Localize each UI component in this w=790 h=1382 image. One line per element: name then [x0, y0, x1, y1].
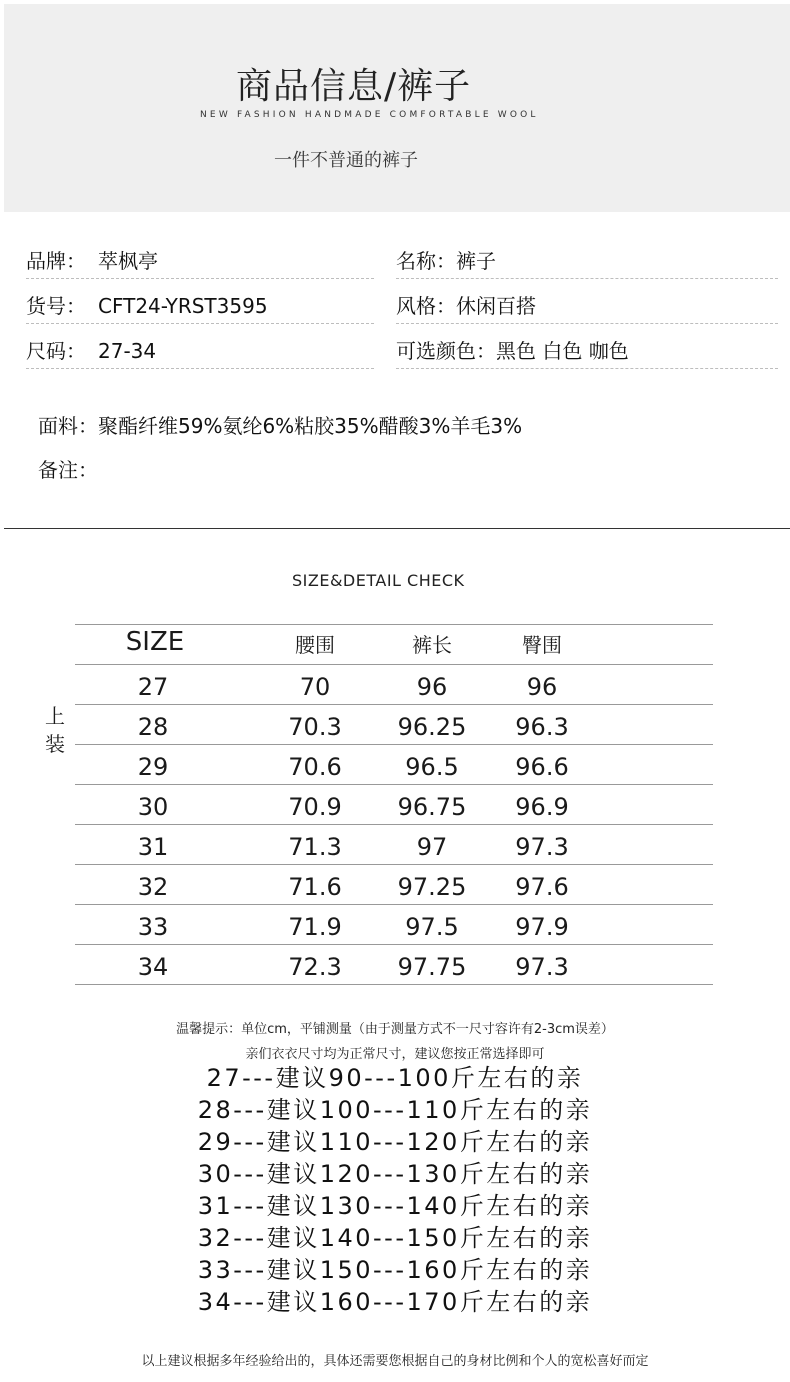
cell-size: 29	[137, 753, 169, 781]
cell-size: 28	[137, 713, 169, 741]
cell-waist: 72.3	[288, 953, 342, 981]
cell-hip: 97.6	[515, 873, 569, 901]
cell-length: 97.5	[405, 913, 459, 941]
size-section-heading: SIZE&DETAIL CHECK	[292, 571, 465, 590]
cell-waist: 70	[299, 673, 331, 701]
recommendation-line: 33---建议150---160斤左右的亲	[197, 1256, 593, 1284]
cell-size: 32	[137, 873, 169, 901]
table-row	[75, 785, 713, 825]
info-item-no	[26, 289, 374, 324]
colors-value: 黑色 白色 咖色	[496, 339, 629, 363]
cell-size: 31	[137, 833, 169, 861]
cell-waist: 70.3	[288, 713, 342, 741]
fabric-line: 面料：聚酯纤维59%氨纶6%粘胶35%醋酸3%羊毛3%	[38, 414, 523, 438]
size-advice: 亲们衣衣尺寸均为正常尺寸，建议您按正常选择即可	[245, 1047, 545, 1062]
cell-length: 97	[416, 833, 448, 861]
size-value: 27-34	[98, 339, 157, 363]
table-row	[75, 945, 713, 985]
info-name	[396, 244, 778, 279]
cell-waist: 70.6	[288, 753, 342, 781]
brand-value: 萃枫亭	[98, 249, 158, 273]
cell-size: 33	[137, 913, 169, 941]
section-divider	[4, 528, 790, 529]
recommendation-line: 29---建议110---120斤左右的亲	[197, 1128, 593, 1156]
table-row	[75, 905, 713, 945]
table-row	[75, 665, 713, 705]
cell-length: 96.25	[397, 713, 467, 741]
header-hip: 臀围	[522, 633, 562, 657]
measurement-tip: 温馨提示：单位cm，平铺测量（由于测量方式不一尺寸容许有2-3cm误差）	[176, 1022, 614, 1037]
recommendation-line: 32---建议140---150斤左右的亲	[197, 1224, 593, 1252]
cell-length: 96	[416, 673, 448, 701]
cell-hip: 96.6	[515, 753, 569, 781]
table-header-row	[75, 624, 713, 665]
name-label: 名称：	[396, 249, 456, 273]
header-length: 裤长	[412, 633, 452, 657]
cell-waist: 71.3	[288, 833, 342, 861]
item-no-label: 货号：	[26, 294, 86, 318]
cell-waist: 71.6	[288, 873, 342, 901]
size-label: 尺码：	[26, 339, 86, 363]
table-row	[75, 745, 713, 785]
name-value: 裤子	[456, 249, 496, 273]
recommendation-line: 31---建议130---140斤左右的亲	[197, 1192, 593, 1220]
cell-hip: 96	[526, 673, 558, 701]
recommendation-line: 30---建议120---130斤左右的亲	[197, 1160, 593, 1188]
info-size-range	[26, 334, 374, 369]
footer-note: 以上建议根据多年经验给出的，具体还需要您根据自己的身材比例和个人的宽松喜好而定	[141, 1354, 649, 1369]
page-title: 商品信息/裤子	[236, 66, 472, 107]
english-subtitle: NEW FASHION HANDMADE COMFORTABLE WOOL	[200, 110, 539, 120]
cell-size: 30	[137, 793, 169, 821]
header-size: SIZE	[125, 627, 185, 657]
side-label-char: 上	[45, 704, 65, 728]
style-value: 休闲百搭	[456, 294, 536, 318]
item-no-value: CFT24-YRST3595	[98, 294, 268, 318]
cell-length: 96.5	[405, 753, 459, 781]
cell-length: 96.75	[397, 793, 467, 821]
cell-hip: 97.3	[515, 953, 569, 981]
weight-recommendation-list	[0, 1062, 790, 1318]
cell-hip: 97.3	[515, 833, 569, 861]
header-banner	[4, 4, 790, 212]
recommendation-line: 34---建议160---170斤左右的亲	[197, 1288, 593, 1316]
info-brand	[26, 244, 374, 279]
size-table	[75, 624, 713, 985]
chinese-subtitle: 一件不普通的裤子	[274, 150, 418, 171]
side-label-char: 装	[45, 732, 65, 756]
cell-size: 27	[137, 673, 169, 701]
cell-length: 97.75	[397, 953, 467, 981]
cell-hip: 96.3	[515, 713, 569, 741]
style-label: 风格：	[396, 294, 456, 318]
cell-waist: 71.9	[288, 913, 342, 941]
side-label	[44, 702, 66, 758]
colors-label: 可选颜色：	[396, 339, 496, 363]
info-colors	[396, 334, 778, 369]
remark-line: 备注：	[38, 458, 98, 482]
cell-waist: 70.9	[288, 793, 342, 821]
info-style	[396, 289, 778, 324]
cell-hip: 96.9	[515, 793, 569, 821]
cell-hip: 97.9	[515, 913, 569, 941]
cell-length: 97.25	[397, 873, 467, 901]
table-row	[75, 705, 713, 745]
table-row	[75, 865, 713, 905]
cell-size: 34	[137, 953, 169, 981]
table-row	[75, 825, 713, 865]
header-waist: 腰围	[295, 633, 335, 657]
brand-label: 品牌：	[26, 249, 86, 273]
recommendation-line: 27---建议90---100斤左右的亲	[206, 1064, 584, 1092]
recommendation-line: 28---建议100---110斤左右的亲	[197, 1096, 593, 1124]
